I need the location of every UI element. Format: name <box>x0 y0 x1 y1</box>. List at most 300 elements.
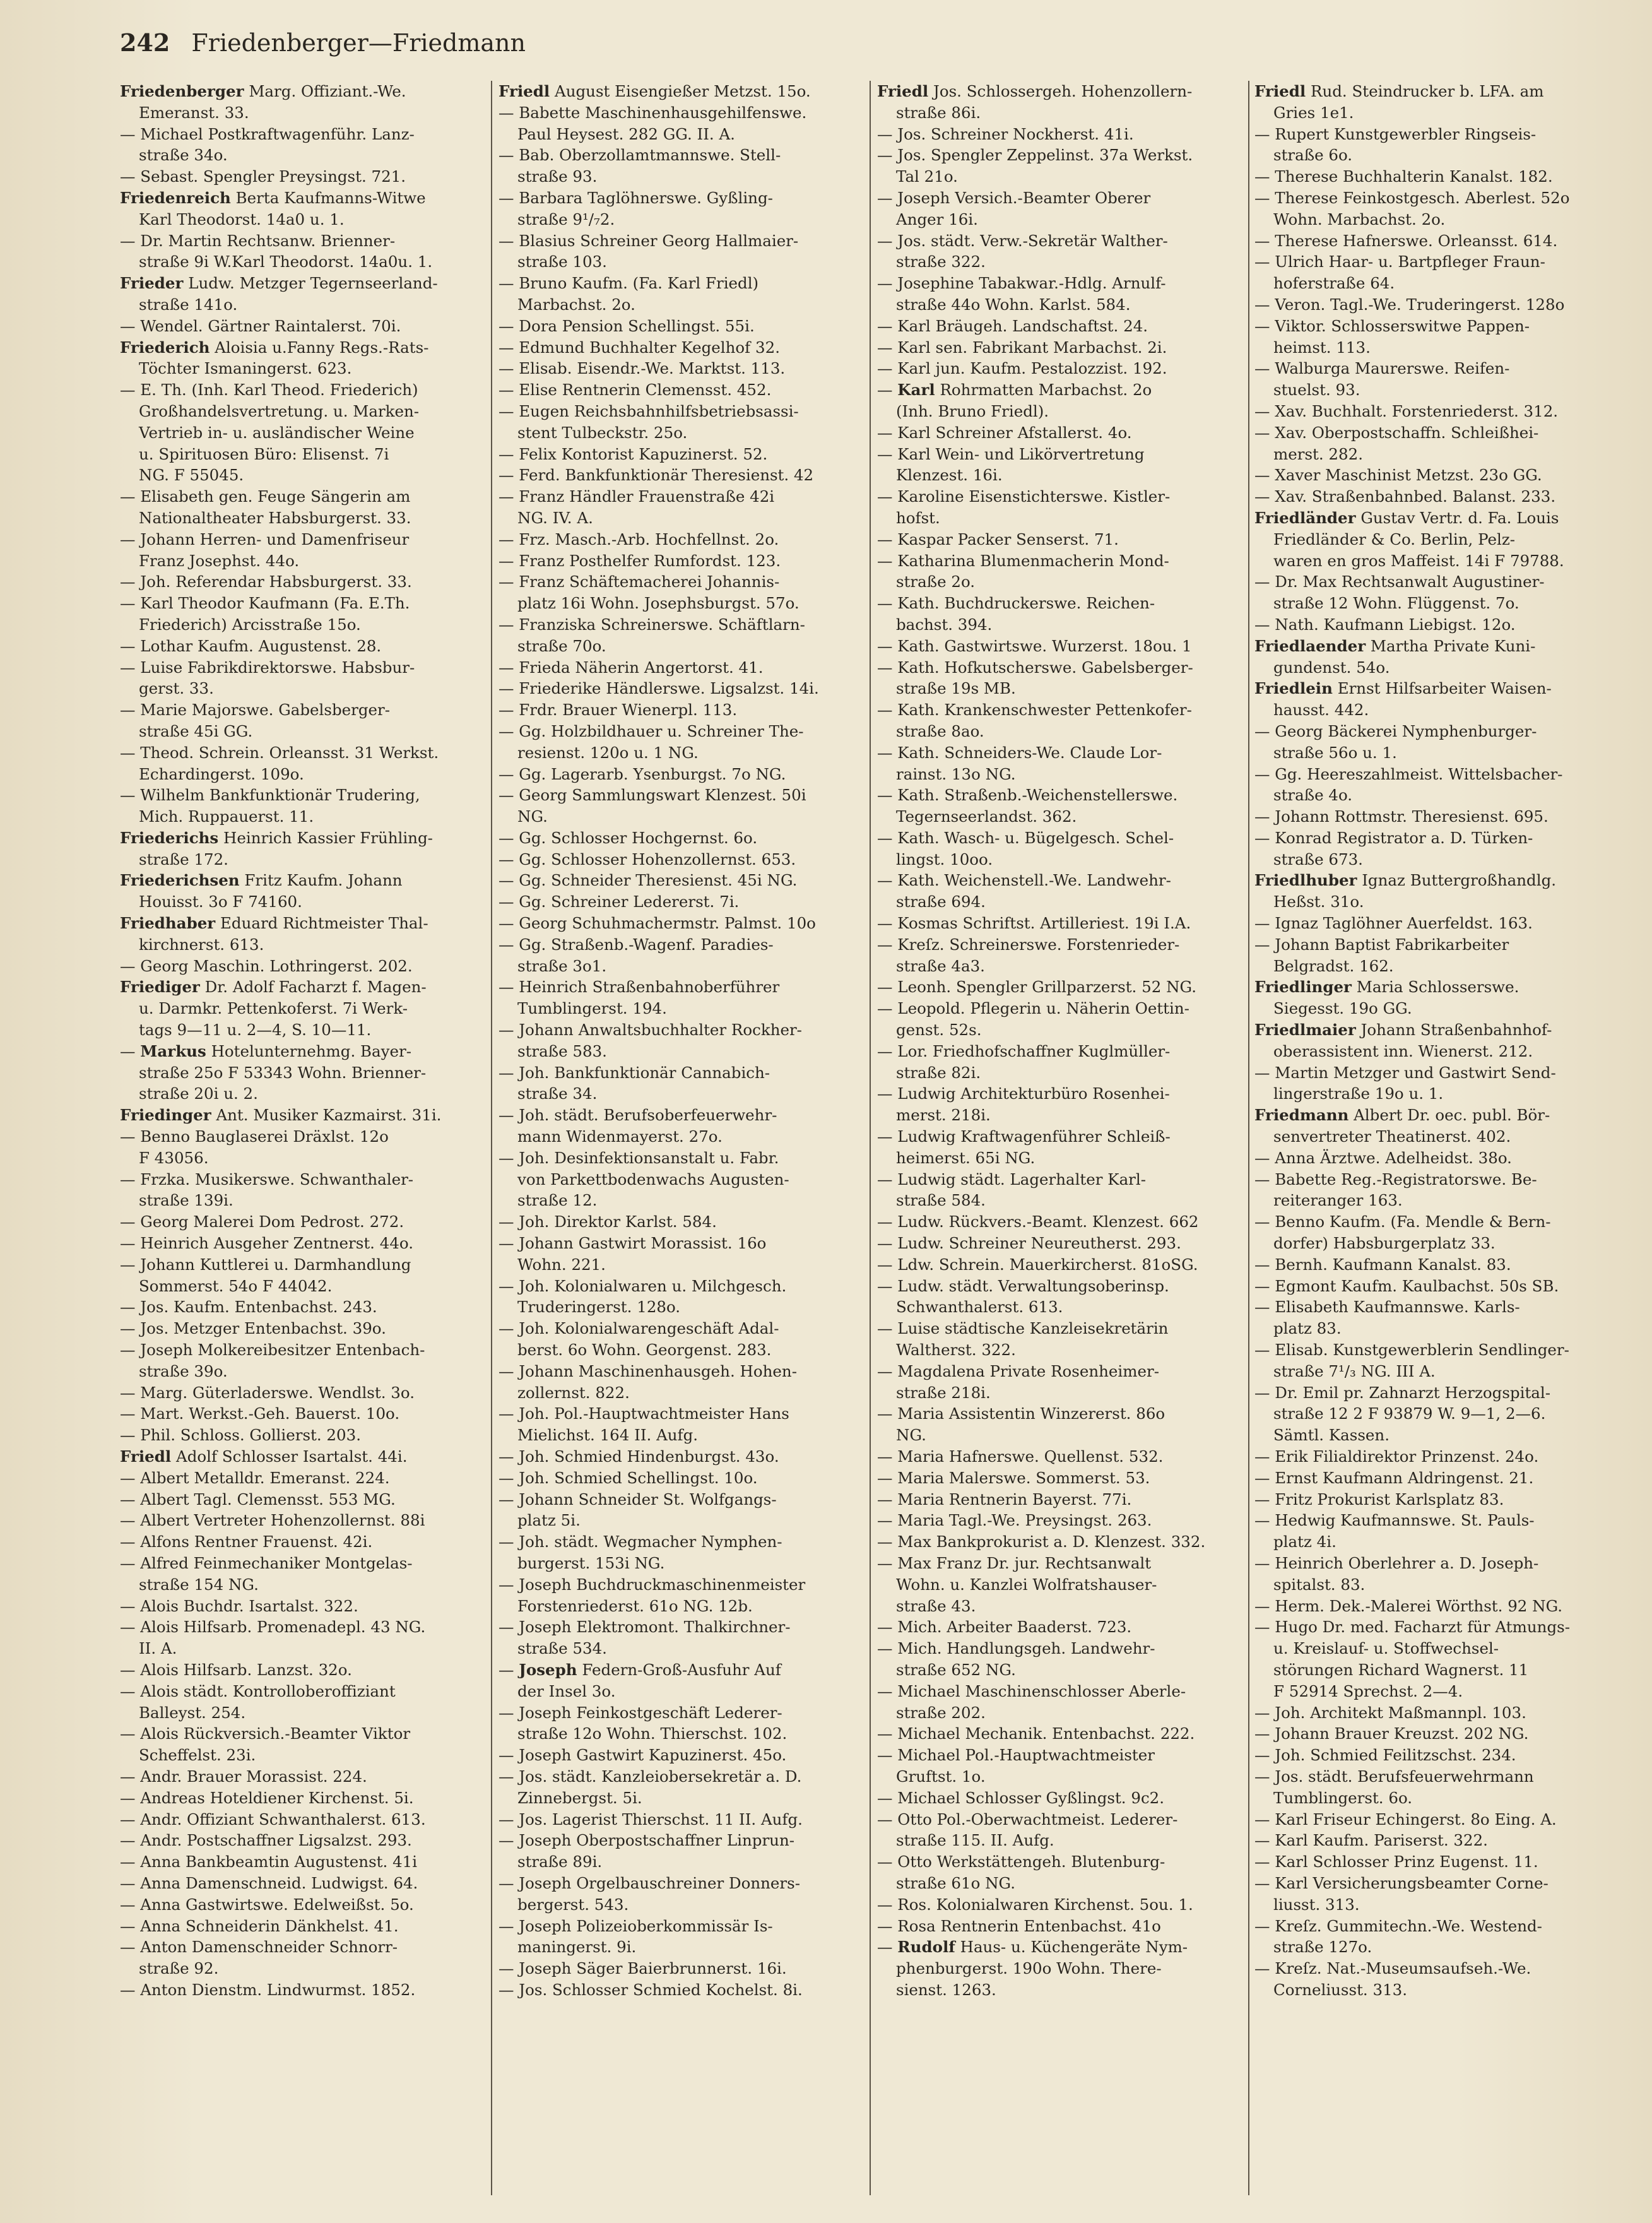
entry-text: Luise städtische Kanzleisekretärin <box>897 1319 1169 1338</box>
directory-line <box>120 1553 486 1574</box>
entry-text: Wendel. Gärtner Raintalerst. 70i. <box>140 316 401 335</box>
repeat-dash: — <box>499 1916 519 1935</box>
repeat-dash: — <box>499 274 519 293</box>
entry-text: Kath. Buchdruckerswe. Reichen- <box>897 594 1155 613</box>
repeat-dash: — <box>499 764 519 783</box>
directory-line <box>499 721 864 742</box>
entry-text: platz 5i. <box>517 1511 581 1530</box>
page-header <box>120 24 1622 62</box>
directory-line <box>120 166 486 187</box>
entry-text: Frieda Näherin Angertorst. 41. <box>519 658 764 677</box>
repeat-dash: — <box>120 1852 141 1871</box>
entry-text: Haus- u. Küchengeräte Nym- <box>955 1938 1188 1957</box>
entry-text: Alois Hilfsarb. Lanzst. 32o. <box>140 1660 352 1679</box>
directory-line <box>499 529 864 550</box>
entry-text: Otto Werkstättengeh. Blutenburg- <box>897 1852 1165 1871</box>
entry-text: straße 9i W.Karl Theodorst. 14a0u. 1. <box>139 252 433 271</box>
directory-line <box>1254 764 1620 785</box>
directory-line <box>120 444 486 465</box>
entry-text: straße 86i. <box>896 103 981 122</box>
entry-text: Ignaz Taglöhner Auerfeldst. 163. <box>1275 914 1533 933</box>
surname-heading: Rudolf <box>897 1938 955 1957</box>
repeat-dash: — <box>1254 1468 1275 1487</box>
repeat-dash: — <box>120 1596 141 1615</box>
entry-text: Alois städt. Kontrolloberoffiziant <box>140 1681 396 1700</box>
directory-line <box>877 230 1243 252</box>
directory-line <box>877 1531 1243 1553</box>
entry-text: Andr. Offiziant Schwanthalerst. 613. <box>140 1810 426 1829</box>
entry-text: Kosmas Schriftst. Artilleriest. 19i I.A. <box>897 914 1191 933</box>
entry-text: Michael Schlosser Gyßlingst. 9c2. <box>897 1788 1165 1807</box>
repeat-dash: — <box>877 444 898 463</box>
entry-text: Jos. städt. Verw.-Sekretär Walther- <box>897 231 1168 250</box>
directory-line <box>1254 209 1620 230</box>
directory-line <box>1254 1745 1620 1766</box>
entry-text: Maria Hafnerswe. Quellenst. 532. <box>897 1447 1164 1466</box>
entry-text: von Parkettbodenwachs Augusten- <box>517 1170 789 1189</box>
repeat-dash: — <box>877 1681 898 1700</box>
repeat-dash: — <box>499 1980 519 1999</box>
repeat-dash: — <box>120 1532 141 1551</box>
entry-text: Joh. Schmied Schellingst. 10o. <box>519 1468 758 1487</box>
repeat-dash: — <box>1254 1255 1275 1274</box>
entry-text: straße 89i. <box>517 1852 603 1871</box>
directory-line <box>1254 358 1620 379</box>
repeat-dash: — <box>120 1041 141 1060</box>
directory-line <box>1254 1296 1620 1318</box>
repeat-dash: — <box>120 701 141 720</box>
directory-line <box>877 1211 1243 1233</box>
entry-text: straße 6o. <box>1273 146 1353 165</box>
entry-text: straße 583. <box>517 1041 607 1060</box>
directory-line <box>1254 1169 1620 1190</box>
entry-text: NG. F 55045. <box>139 466 244 485</box>
entry-text: Luise Fabrikdirektorswe. Habsbur- <box>140 658 415 677</box>
entry-text: Nath. Kaufmann Liebigst. 12o. <box>1275 615 1516 634</box>
repeat-dash: — <box>1254 1490 1275 1509</box>
entry-text: der Insel 3o. <box>517 1681 616 1700</box>
entry-text: straße 44o Wohn. Karlst. 584. <box>896 295 1131 314</box>
column-divider <box>870 81 871 2195</box>
entry-text: Ignaz Buttergroßhandlg. <box>1357 871 1557 890</box>
entry-text: NG. <box>896 1426 926 1445</box>
directory-line <box>499 1616 864 1638</box>
directory-line <box>1254 273 1620 294</box>
directory-line <box>120 1681 486 1702</box>
entry-text: Ant. Musiker Kazmairst. 31i. <box>211 1106 442 1125</box>
entry-text: Therese Hafnerswe. Orleansst. 614. <box>1275 231 1558 250</box>
entry-text: Joh. Schmied Hindenburgst. 43o. <box>519 1447 779 1466</box>
repeat-dash: — <box>499 892 519 911</box>
entry-text: Babette Maschinenhausgehilfenswe. <box>519 103 807 122</box>
entry-text: Adolf Schlosser Isartalst. 44i. <box>171 1447 408 1466</box>
surname-heading: Friedlhuber <box>1254 871 1357 890</box>
directory-line <box>120 827 486 849</box>
directory-line <box>120 230 486 252</box>
column-2 <box>499 81 864 2208</box>
repeat-dash: — <box>877 999 898 1018</box>
directory-line <box>1254 1041 1620 1062</box>
entry-text: u. Kreislauf- u. Stoffwechsel- <box>1273 1639 1499 1658</box>
entry-text: Georg Sammlungswart Klenzest. 50i <box>519 786 806 805</box>
directory-line <box>499 1105 864 1126</box>
directory-line <box>877 913 1243 934</box>
directory-line <box>877 1830 1243 1851</box>
repeat-dash: — <box>1254 1447 1275 1466</box>
entry-text: Bernh. Kaufmann Kanalst. 83. <box>1275 1255 1511 1274</box>
entry-text: Kath. Schneiders-We. Claude Lor- <box>897 743 1162 762</box>
repeat-dash: — <box>499 1148 519 1167</box>
repeat-dash: — <box>499 1021 519 1040</box>
entry-text: Egmont Kaufm. Kaulbachst. 50s SB. <box>1275 1276 1559 1295</box>
entry-text: Andr. Brauer Morassist. 224. <box>140 1767 367 1786</box>
entry-text: Joseph Oberpostschaffner Linprun- <box>519 1831 795 1850</box>
directory-line <box>499 678 864 699</box>
entry-text: Gruftst. 1o. <box>896 1767 986 1786</box>
entry-text: Josephine Tabakwar.-Hdlg. Arnulf- <box>897 274 1166 293</box>
directory-line <box>499 1894 864 1916</box>
surname-heading: Friederichs <box>120 828 219 847</box>
repeat-dash: — <box>120 1788 141 1807</box>
directory-line <box>120 1211 486 1233</box>
entry-text: straße 694. <box>896 892 986 911</box>
repeat-dash: — <box>120 1170 141 1189</box>
repeat-dash: — <box>1254 1511 1275 1530</box>
directory-line <box>499 1574 864 1596</box>
repeat-dash: — <box>499 231 519 250</box>
repeat-dash: — <box>120 231 141 250</box>
repeat-dash: — <box>499 1618 519 1637</box>
repeat-dash: — <box>499 658 519 677</box>
directory-line <box>499 1425 864 1446</box>
directory-line <box>877 358 1243 379</box>
directory-line <box>877 956 1243 977</box>
repeat-dash: — <box>499 487 519 506</box>
directory-line <box>1254 529 1620 550</box>
directory-line <box>120 657 486 679</box>
directory-line <box>877 657 1243 679</box>
directory-line <box>1254 913 1620 934</box>
surname-heading: Friedl <box>877 82 929 100</box>
directory-line <box>877 273 1243 294</box>
directory-line <box>1254 81 1620 102</box>
entry-text: Jos. Metzger Entenbachst. 39o. <box>140 1319 386 1338</box>
directory-line <box>499 571 864 593</box>
repeat-dash: — <box>877 1276 898 1295</box>
entry-text: Anna Gastwirtswe. Edelweißst. 5o. <box>140 1895 414 1914</box>
entry-text: Kreſz. Schreinerswe. Forstenrieder- <box>897 935 1180 954</box>
entry-text: Michael Mechanik. Entenbachst. 222. <box>897 1724 1195 1743</box>
directory-line <box>120 507 486 529</box>
entry-text: Karl Versicherungsbeamter Corne- <box>1275 1873 1549 1892</box>
directory-line <box>1254 1467 1620 1489</box>
entry-text: Kath. Weichenstell.-We. Landwehr- <box>897 871 1171 890</box>
repeat-dash: — <box>120 1553 141 1572</box>
repeat-dash: — <box>877 935 898 954</box>
entry-text: Rupert Kunstgewerbler Ringseis- <box>1275 124 1537 143</box>
entry-text: Gg. Straßenb.-Wagenf. Paradies- <box>519 935 774 954</box>
repeat-dash: — <box>120 1873 141 1892</box>
entry-text: Wohn. u. Kanzlei Wolfratshauser- <box>896 1575 1157 1594</box>
repeat-dash: — <box>120 1767 141 1786</box>
directory-line <box>499 1361 864 1382</box>
directory-line <box>499 870 864 891</box>
entry-text: genst. 52s. <box>896 1021 982 1040</box>
repeat-dash: — <box>877 1234 898 1253</box>
directory-line <box>1254 1489 1620 1510</box>
entry-text: Federn-Groß-Ausfuhr Auf <box>577 1660 781 1679</box>
repeat-dash: — <box>120 530 141 548</box>
entry-text: Ludw. Metzger Tegernseerland- <box>183 274 438 293</box>
directory-line <box>1254 742 1620 764</box>
entry-text: Kath. Hofkutscherswe. Gabelsberger- <box>897 658 1193 677</box>
entry-text: Hotelunternehmg. Bayer- <box>206 1041 411 1060</box>
repeat-dash: — <box>877 1810 898 1829</box>
entry-text: Lothar Kaufm. Augustenst. 28. <box>140 636 382 655</box>
directory-line <box>499 1681 864 1702</box>
entry-text: Joh. Architekt Maßmannpl. 103. <box>1275 1703 1526 1722</box>
directory-line <box>877 1723 1243 1745</box>
entry-text: Franz Schäftemacherei Johannis- <box>519 572 780 591</box>
entry-text: Joseph Molkereibesitzer Entenbach- <box>140 1341 425 1360</box>
directory-line <box>499 1019 864 1041</box>
directory-line <box>120 209 486 230</box>
repeat-dash: — <box>1254 231 1275 250</box>
entry-text: heimst. 113. <box>1273 338 1371 357</box>
directory-line <box>877 1403 1243 1425</box>
entry-text: Kreſz. Nat.-Museumsaufseh.-We. <box>1275 1959 1531 1978</box>
directory-line <box>499 1510 864 1531</box>
entry-text: Marbachst. 2o. <box>517 295 635 314</box>
entry-text: Karl Schlosser Prinz Eugenst. 11. <box>1275 1852 1538 1871</box>
entry-text: senvertreter Theatinerst. 402. <box>1273 1127 1511 1146</box>
entry-text: Johann Schneider St. Wolfgangs- <box>519 1490 777 1509</box>
directory-line <box>877 379 1243 401</box>
directory-line <box>499 273 864 294</box>
repeat-dash: — <box>1254 721 1275 740</box>
directory-line <box>120 124 486 145</box>
entry-text: Joh. Schmied Feilitzschst. 234. <box>1275 1746 1516 1765</box>
entry-text: Joh. Pol.-Hauptwachtmeister Hans <box>519 1404 789 1423</box>
directory-line <box>1254 1361 1620 1382</box>
entry-text: Gg. Lagerarb. Ysenburgst. 7o NG. <box>519 764 786 783</box>
entry-text: Forstenriederst. 61o NG. 12b. <box>517 1596 753 1615</box>
directory-line <box>120 913 486 934</box>
entry-text: Elisab. Kunstgewerblerin Sendlinger- <box>1275 1341 1569 1360</box>
entry-text: straße 56o u. 1. <box>1273 743 1397 762</box>
directory-line <box>120 1296 486 1318</box>
directory-line <box>120 102 486 124</box>
column-3 <box>877 81 1243 2208</box>
directory-line <box>120 1510 486 1531</box>
directory-line <box>1254 934 1620 956</box>
column-1 <box>120 81 486 2208</box>
surname-heading: Friedl <box>1254 82 1306 100</box>
repeat-dash: — <box>1254 359 1275 378</box>
repeat-dash: — <box>877 338 898 357</box>
entry-text: gundenst. 54o. <box>1273 658 1390 677</box>
entry-text: Albert Dr. oec. publ. Bör- <box>1348 1106 1550 1125</box>
repeat-dash: — <box>1254 1212 1275 1231</box>
directory-line <box>877 1339 1243 1361</box>
directory-line <box>1254 294 1620 316</box>
entry-text: Joh. Kolonialwarengeschäft Adal- <box>519 1319 779 1338</box>
directory-line <box>1254 187 1620 209</box>
repeat-dash: — <box>499 551 519 570</box>
entry-text: Joseph Säger Baierbrunnerst. 16i. <box>519 1959 787 1978</box>
directory-line <box>877 827 1243 849</box>
entry-text: straße 154 NG. <box>139 1575 259 1594</box>
directory-line <box>120 1574 486 1596</box>
repeat-dash: — <box>877 1404 898 1423</box>
entry-text: Joseph Buchdruckmaschinenmeister <box>519 1575 806 1594</box>
directory-line <box>499 1233 864 1254</box>
directory-line <box>120 1318 486 1339</box>
directory-line <box>1254 1190 1620 1211</box>
entry-text: Frdr. Brauer Wienerpl. 113. <box>519 701 738 720</box>
repeat-dash: — <box>1254 1746 1275 1765</box>
repeat-dash: — <box>877 786 898 805</box>
entry-text: Johann Rottmstr. Theresienst. 695. <box>1275 807 1549 826</box>
directory-line <box>1254 1916 1620 1937</box>
repeat-dash: — <box>120 743 141 762</box>
entry-text: Jos. städt. Kanzleiobersekretär a. D. <box>519 1767 802 1786</box>
entry-text: Karl Bräugeh. Landschaftst. 24. <box>897 316 1148 335</box>
entry-text: Joh. Direktor Karlst. 584. <box>519 1212 717 1231</box>
directory-line <box>120 1659 486 1681</box>
entry-text: Franz Posthelfer Rumfordst. 123. <box>519 551 781 570</box>
directory-line <box>877 486 1243 507</box>
directory-line <box>499 1596 864 1617</box>
directory-line <box>120 1702 486 1724</box>
repeat-dash: — <box>120 1724 141 1743</box>
directory-line <box>499 806 864 827</box>
directory-line <box>499 1531 864 1553</box>
entry-text: Gries 1e1. <box>1273 103 1354 122</box>
directory-line <box>499 1916 864 1937</box>
directory-line <box>1254 1766 1620 1787</box>
surname-heading: Friedlinger <box>1254 978 1352 997</box>
directory-line <box>120 1936 486 1958</box>
entry-text: Gg. Schlosser Hohenzollernst. 653. <box>519 850 796 868</box>
entry-text: Georg Malerei Dom Pedrost. 272. <box>140 1212 404 1231</box>
directory-line <box>877 294 1243 316</box>
repeat-dash: — <box>877 359 898 378</box>
directory-line <box>499 1553 864 1574</box>
entry-text: Ernst Hilfsarbeiter Waisen- <box>1332 679 1552 698</box>
directory-line <box>120 1361 486 1382</box>
entry-text: straße 534. <box>517 1639 607 1658</box>
repeat-dash: — <box>499 1106 519 1125</box>
entry-text: reiteranger 163. <box>1273 1191 1403 1210</box>
repeat-dash: — <box>1254 615 1275 634</box>
entry-text: Karl sen. Fabrikant Marbachst. 2i. <box>897 338 1167 357</box>
repeat-dash: — <box>1254 423 1275 442</box>
directory-line <box>877 1745 1243 1766</box>
directory-line <box>120 1489 486 1510</box>
repeat-dash: — <box>877 1170 898 1189</box>
directory-line <box>1254 699 1620 721</box>
entry-text: Michael Pol.-Hauptwachtmeister <box>897 1746 1155 1765</box>
directory-line <box>120 251 486 273</box>
directory-line <box>1254 1616 1620 1638</box>
entry-text: Albert Metalldr. Emeranst. 224. <box>140 1468 390 1487</box>
directory-line <box>877 742 1243 764</box>
directory-line <box>120 870 486 891</box>
directory-line <box>1254 1446 1620 1467</box>
directory-line <box>499 81 864 102</box>
directory-line <box>120 956 486 977</box>
repeat-dash: — <box>1254 1724 1275 1743</box>
surname-heading: Joseph <box>519 1660 577 1679</box>
entry-text: straße 45i GG. <box>139 721 253 740</box>
entry-text: heimerst. 65i NG. <box>896 1148 1035 1167</box>
directory-line <box>1254 145 1620 166</box>
directory-line <box>499 1723 864 1745</box>
directory-line <box>120 1083 486 1105</box>
repeat-dash: — <box>499 1490 519 1509</box>
entry-text: Truderingerst. 128o. <box>517 1298 681 1317</box>
repeat-dash: — <box>120 1916 141 1935</box>
repeat-dash: — <box>877 231 898 250</box>
directory-line <box>120 294 486 316</box>
repeat-dash: — <box>877 1788 898 1807</box>
entry-text: Zinnebergst. 5i. <box>517 1788 642 1807</box>
directory-line <box>499 764 864 785</box>
repeat-dash: — <box>1254 252 1275 271</box>
entry-text: Viktor. Schlosserswitwe Pappen- <box>1275 316 1530 335</box>
entry-text: straße 92. <box>139 1959 219 1978</box>
directory-line <box>120 1126 486 1147</box>
entry-text: Ldw. Schrein. Mauerkircherst. 81oSG. <box>897 1255 1198 1274</box>
repeat-dash: — <box>120 1810 141 1829</box>
column-divider <box>1248 81 1249 2195</box>
entry-text: Tal 21o. <box>896 167 958 186</box>
directory-line <box>877 1574 1243 1596</box>
entry-text: Joseph Elektromont. Thalkirchner- <box>519 1618 791 1637</box>
directory-line <box>120 529 486 550</box>
directory-line <box>120 1169 486 1190</box>
directory-line <box>120 1425 486 1446</box>
repeat-dash: — <box>120 956 141 975</box>
entry-text: Dr. Emil pr. Zahnarzt Herzogspital- <box>1275 1383 1551 1402</box>
directory-line <box>120 1467 486 1489</box>
directory-line <box>120 1596 486 1617</box>
entry-text: Friedländer & Co. Berlin, Pelz- <box>1273 530 1516 548</box>
entry-text: Heinrich Oberlehrer a. D. Joseph- <box>1275 1553 1539 1572</box>
directory-line <box>120 1894 486 1916</box>
surname-heading: Friederich <box>120 338 210 357</box>
entry-text: II. A. <box>139 1639 177 1658</box>
entry-text: Joseph Orgelbauschreiner Donners- <box>519 1873 800 1892</box>
directory-line <box>877 1702 1243 1724</box>
surname-heading: Friederichsen <box>120 871 240 890</box>
entry-text: Gg. Holzbildhauer u. Schreiner The- <box>519 721 804 740</box>
entry-text: Alois Rückversich.-Beamter Viktor <box>140 1724 411 1743</box>
entry-text: straße 322. <box>896 252 986 271</box>
repeat-dash: — <box>499 572 519 591</box>
directory-line <box>499 976 864 998</box>
directory-line <box>877 998 1243 1019</box>
repeat-dash: — <box>499 338 519 357</box>
repeat-dash: — <box>877 1938 898 1957</box>
entry-text: Corneliusst. 313. <box>1273 1980 1408 1999</box>
entry-text: Franz Josephst. 44o. <box>139 551 300 570</box>
repeat-dash: — <box>120 1660 141 1679</box>
repeat-dash: — <box>877 701 898 720</box>
repeat-dash: — <box>877 1895 898 1914</box>
directory-line <box>1254 593 1620 614</box>
